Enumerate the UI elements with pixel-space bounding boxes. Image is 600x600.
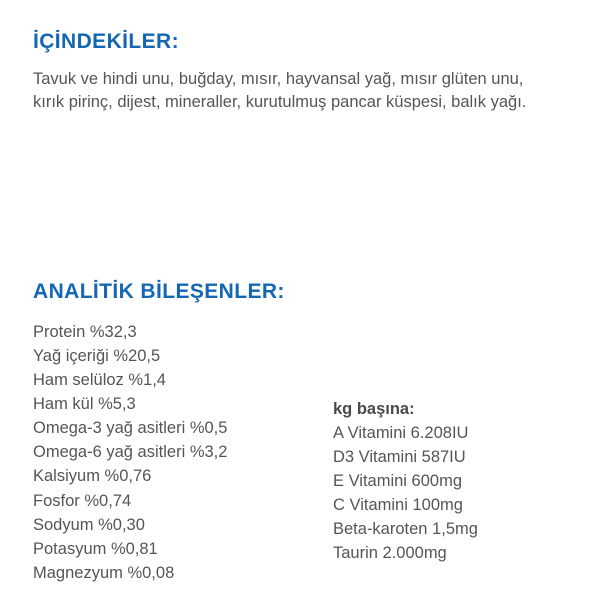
- list-item: Fosfor %0,74: [33, 491, 132, 510]
- vitamins-column: [333, 320, 553, 585]
- list-item: Yağ içeriği %20,5: [33, 347, 161, 366]
- list-item: C Vitamini 100mg: [333, 496, 463, 515]
- list-item: Protein %32,3: [33, 323, 137, 341]
- list-item: A Vitamini 6.208IU: [333, 424, 469, 442]
- list-item: Beta-karoten 1,5mg: [333, 520, 478, 539]
- list-item: Ham kül %5,3: [33, 395, 136, 414]
- ingredients-heading: İÇİNDEKİLER:: [33, 30, 179, 53]
- per-kg-label: kg başına:: [333, 400, 415, 418]
- list-item: Sodyum %0,30: [33, 515, 145, 534]
- ingredients-body-text: Tavuk ve hindi unu, buğday, mısır, hayvansal yağ, mısır glüten unu, kırık pirinç, dijest, mineraller, kurutulmuş pancar küspesi, balık yağı.: [33, 70, 527, 112]
- vitamin-list: [333, 421, 553, 565]
- list-item: Magnezyum %0,08: [33, 563, 175, 582]
- ingredients-section: [33, 30, 563, 115]
- nutrients-column: [33, 320, 333, 585]
- list-item: Potasyum %0,81: [33, 539, 158, 558]
- nutrient-list: [33, 320, 333, 585]
- list-item: Taurin 2.000mg: [333, 544, 447, 563]
- analytical-columns: [33, 320, 563, 585]
- analytical-constituents-section: [33, 280, 563, 585]
- list-item: D3 Vitamini 587IU: [333, 448, 466, 467]
- list-item: Omega-3 yağ asitleri %0,5: [33, 419, 228, 438]
- analytical-heading: ANALİTİK BİLEŞENLER:: [33, 280, 285, 303]
- list-item: Kalsiyum %0,76: [33, 467, 152, 486]
- list-item: Ham selüloz %1,4: [33, 371, 166, 390]
- list-item: Omega-6 yağ asitleri %3,2: [33, 443, 228, 462]
- list-item: E Vitamini 600mg: [333, 472, 463, 491]
